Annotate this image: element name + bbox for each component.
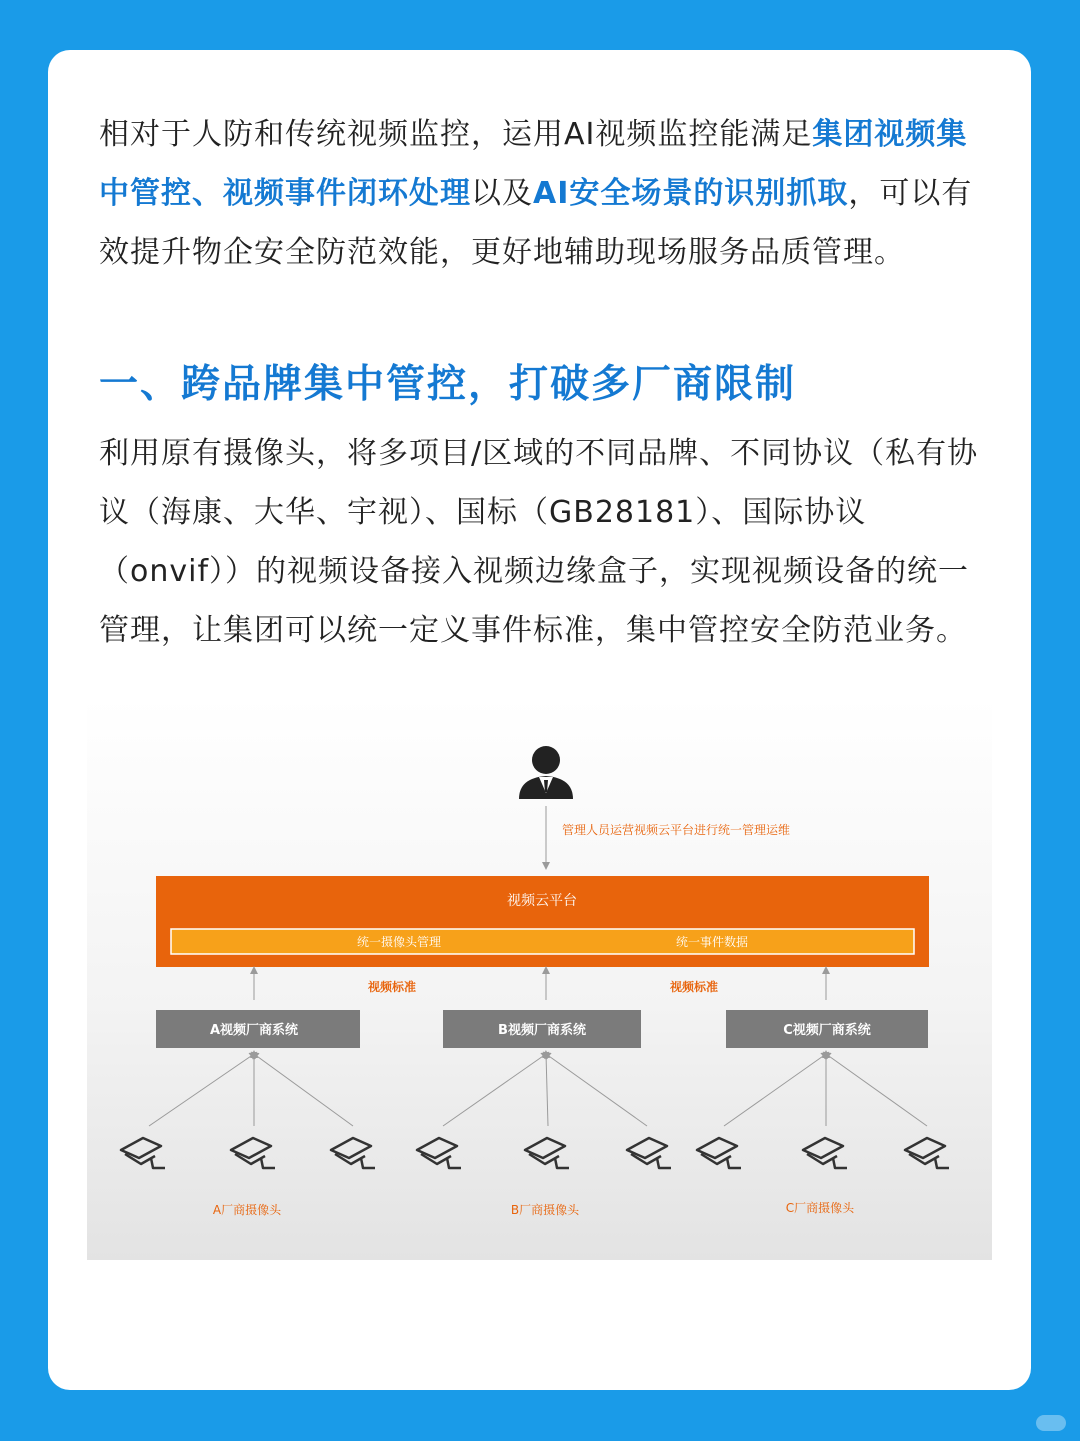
camera-icon [121, 1138, 165, 1168]
camera-icon [803, 1138, 847, 1168]
camera-icon [697, 1138, 741, 1168]
camera-icon [525, 1138, 569, 1168]
intro-text-3: ，可以有效提升物企安全防范效能，更好地辅助现场服务品质管理。 [99, 176, 973, 270]
manager-person-icon [519, 746, 573, 799]
camera-icon [417, 1138, 461, 1168]
camera-icon [627, 1138, 671, 1168]
group-c-links [724, 1054, 927, 1126]
camera-group-c-label: C厂商摄像头 [785, 1201, 855, 1215]
standard-left-label: 视频标准 [367, 980, 417, 994]
standard-right-label: 视频标准 [669, 980, 719, 994]
intro-text-2: 以及 [471, 176, 533, 211]
group-a-links [149, 1054, 353, 1126]
camera-icon [331, 1138, 375, 1168]
vendor-a-label: A视频厂商系统 [209, 1023, 299, 1038]
intro-paragraph [99, 105, 989, 282]
group-b-links [443, 1054, 647, 1126]
camera-icon [905, 1138, 949, 1168]
platform-inner-bar [171, 929, 914, 954]
manage-label: 管理人员运营视频云平台进行统一管理运维 [562, 823, 791, 837]
camera-group-a-label: A厂商摄像头 [212, 1203, 282, 1217]
section-heading: 一、跨品牌集中管控，打破多厂商限制 [99, 362, 797, 407]
section-body: 利用原有摄像头，将多项目/区域的不同品牌、不同协议（私有协议（海康、大华、宇视）、国标（GB28181）、国际协议（onvif））的视频设备接入视频边缘盒子，实现视频设备的统一管理，让集团可以统一定义事件标准，集中管控安全防范业务。 [99, 436, 979, 648]
vendor-b-label: B视频厂商系统 [498, 1023, 586, 1038]
diagram-svg [87, 698, 992, 1260]
vendor-c-label: C视频厂商系统 [783, 1023, 871, 1038]
intro-text-1: 相对于人防和传统视频监控，运用AI视频监控能满足 [99, 117, 813, 152]
watermark-badge [1036, 1415, 1066, 1431]
intro-highlight-2: AI安全场景的识别抓取 [533, 176, 849, 211]
platform-title: 视频云平台 [507, 893, 577, 909]
inner-right-label: 统一事件数据 [675, 935, 749, 949]
camera-icon [231, 1138, 275, 1168]
camera-group-b-label: B厂商摄像头 [510, 1203, 580, 1217]
architecture-diagram [87, 698, 992, 1260]
content-card [48, 50, 1031, 1390]
intro-highlight-1: 集团视频集中管控、视频事件闭环处理 [99, 117, 968, 211]
inner-left-label: 统一摄像头管理 [356, 935, 442, 949]
